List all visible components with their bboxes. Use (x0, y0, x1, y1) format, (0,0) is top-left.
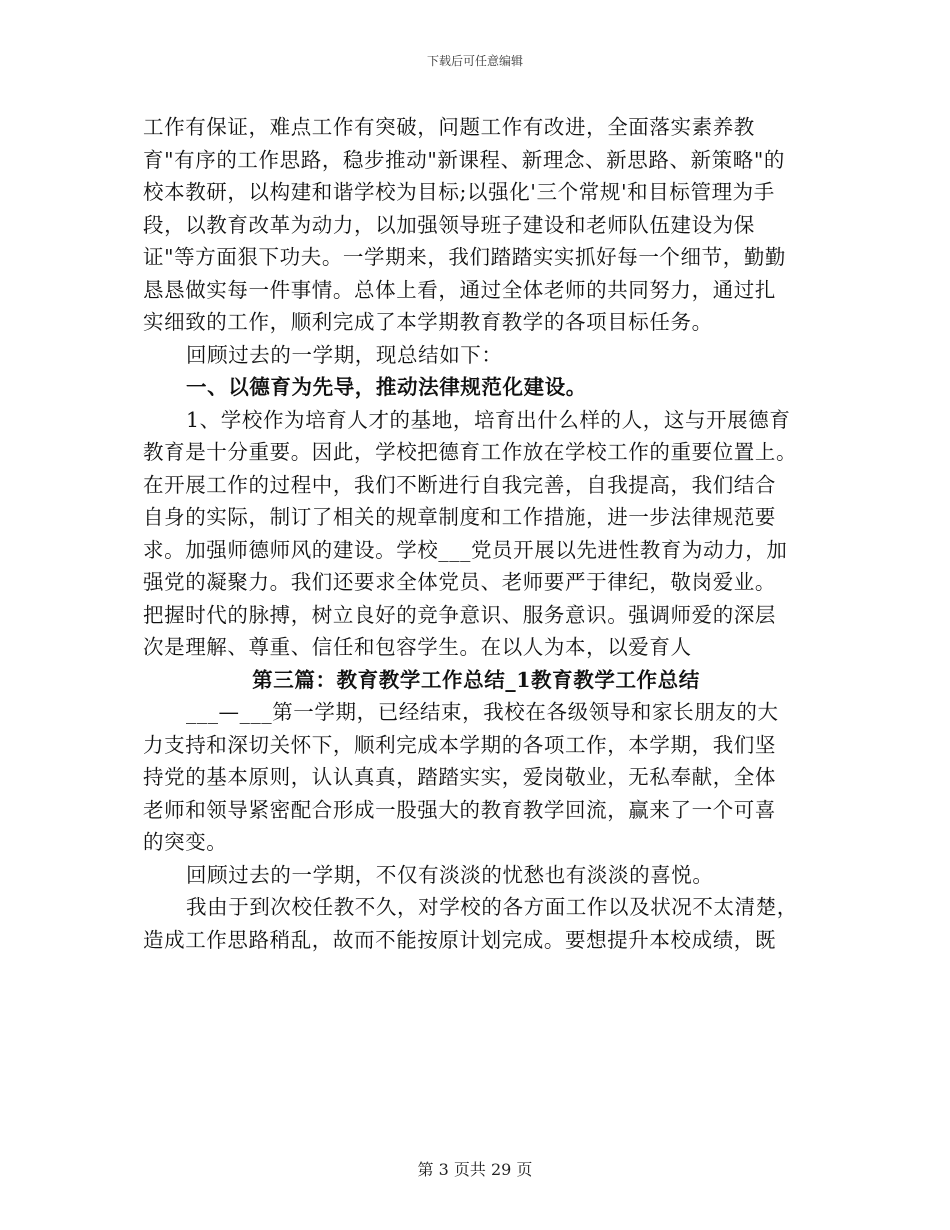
document-body (143, 111, 809, 956)
chapter-title: 第三篇：教育教学工作总结_1教育教学工作总结 (252, 667, 700, 692)
text-line: 的突变。 (143, 830, 228, 854)
text-line: 持党的基本原则，认认真真，踏踏实实，爱岗敬业，无私奉献，全体 (143, 765, 776, 789)
text-line: ___—___第一学期，已经结束，我校在各级领导和家长朋友的大 (186, 700, 779, 724)
text-line: 力支持和深切关怀下，顺利完成本学期的各项工作，本学期，我们坚 (143, 732, 776, 757)
text-line: 老师和领导紧密配合形成一股强大的教育教学回流，赢来了一个可喜 (143, 797, 776, 822)
text-line: 育"有序的工作思路，稳步推动"新课程、新理念、新思路、新策略"的 (143, 147, 785, 172)
text-line: 段，以教育改革为动力，以加强领导班子建设和老师队伍建设为保 (143, 212, 755, 237)
text-line: 次是理解、尊重、信任和包容学生。在以人为本，以爱育人 (143, 635, 692, 659)
page-header: 下载后可任意编辑 (426, 54, 523, 68)
text-line: 把握时代的脉搏，树立良好的竞争意识、服务意识。强调师爱的深层 (143, 602, 776, 627)
text-line: 1、学校作为培育人才的基地，培育出什么样的人，这与开展德育 (186, 407, 791, 432)
text-line: 工作有保证，难点工作有突破，问题工作有改进，全面落实素养教 (143, 115, 755, 139)
text-line: 教育是十分重要。因此，学校把德育工作放在学校工作的重要位置上。 (143, 440, 798, 464)
text-line: 自身的实际，制订了相关的规章制度和工作措施，进一步法律规范要 (143, 505, 776, 529)
section-heading: 一、以德育为先导，推动法律规范化建设。 (186, 375, 587, 399)
text-line: 造成工作思路稍乱，故而不能按原计划完成。要想提升本校成绩，既 (143, 927, 776, 952)
text-line: 实细致的工作，顺利完成了本学期教育教学的各项目标任务。 (143, 310, 713, 334)
text-line: 强党的凝聚力。我们还要求全体党员、老师要严于律纪，敬岗爱业。 (143, 570, 776, 594)
text-line: 恳恳做实每一件事情。总体上看，通过全体老师的共同努力，通过扎 (143, 277, 776, 302)
text-line: 证"等方面狠下功夫。一学期来，我们踏踏实实抓好每一个细节，勤勤 (143, 245, 787, 269)
text-line: 校本教研，以构建和谐学校为目标;以强化'三个常规'和目标管理为手 (143, 180, 775, 204)
text-line: 求。加强师德师风的建设。学校___党员开展以先进性教育为动力，加 (143, 537, 788, 562)
page-footer: 第 3 页共 29 页 (417, 1160, 533, 1179)
text-line: 我由于到次校任教不久，对学校的各方面工作以及状况不太清楚， (186, 895, 798, 919)
text-line: 回顾过去的一学期，现总结如下： (186, 342, 503, 367)
text-line: 回顾过去的一学期，不仅有淡淡的忧愁也有淡淡的喜悦。 (186, 862, 714, 887)
text-line: 在开展工作的过程中，我们不断进行自我完善，自我提高，我们结合 (143, 472, 776, 497)
